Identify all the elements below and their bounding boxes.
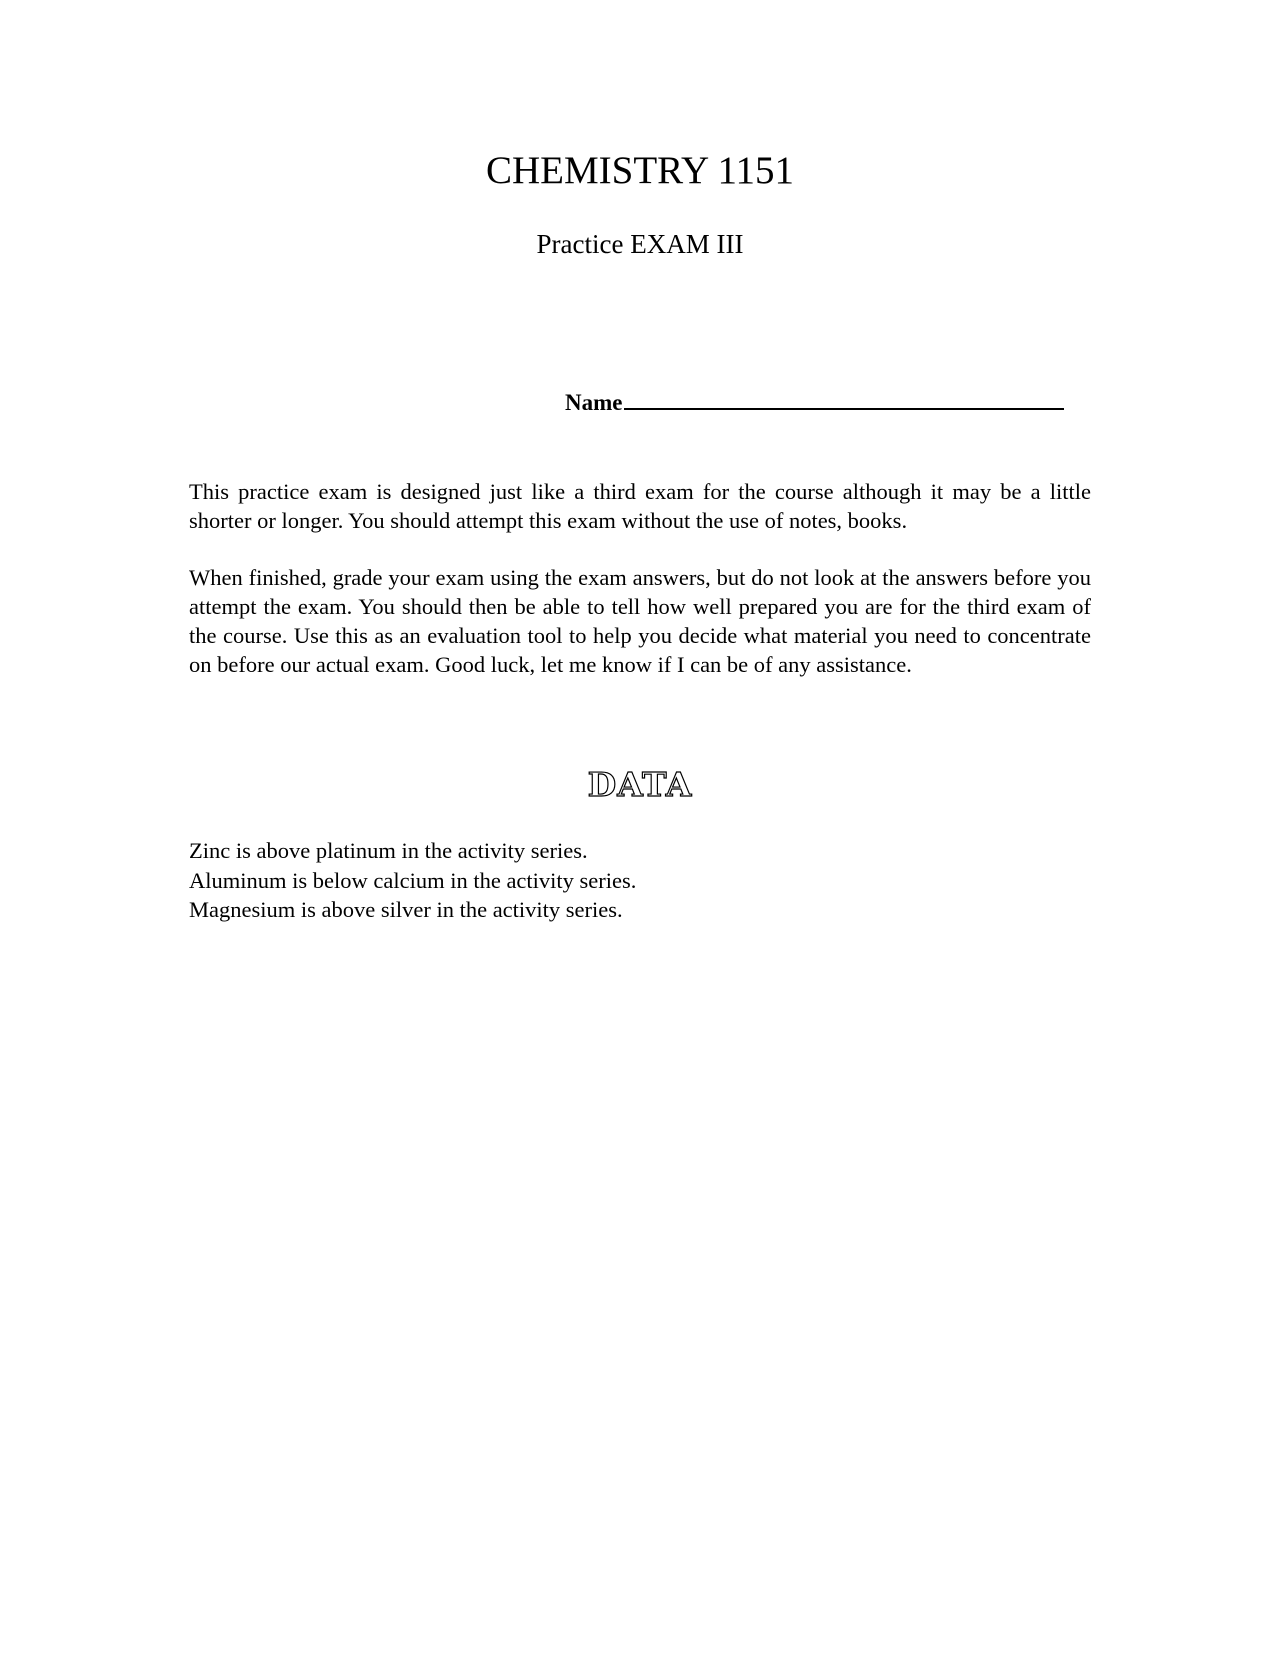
instructions-paragraph-1: This practice exam is designed just like a third exam for the course although it may be a little shorter or longer. You should attempt this exam without the use of notes, books. [189, 479, 1091, 533]
name-blank-line [624, 388, 1064, 410]
data-list [189, 836, 636, 925]
data-line: Zinc is above platinum in the activity series. [189, 838, 588, 863]
data-line: Aluminum is below calcium in the activity series. [189, 867, 637, 893]
data-heading: DATA [587, 765, 693, 804]
name-field [565, 388, 1064, 417]
page-subtitle: Practice EXAM III [536, 229, 744, 259]
data-line: Magnesium is above silver in the activity series. [189, 897, 623, 922]
page-title: CHEMISTRY 1151 [485, 149, 795, 192]
instructions-paragraph-2: When finished, grade your exam using the exam answers, but do not look at the answers before you attempt the exam. You should then be able to tell how well prepared you are for the third exam of the course. Use this as an evaluation tool to help you decide what material you need to concentrate on before our actual exam. Good luck, let me know if I can be of any assistance. [189, 565, 1091, 677]
name-label: Name [565, 390, 623, 415]
